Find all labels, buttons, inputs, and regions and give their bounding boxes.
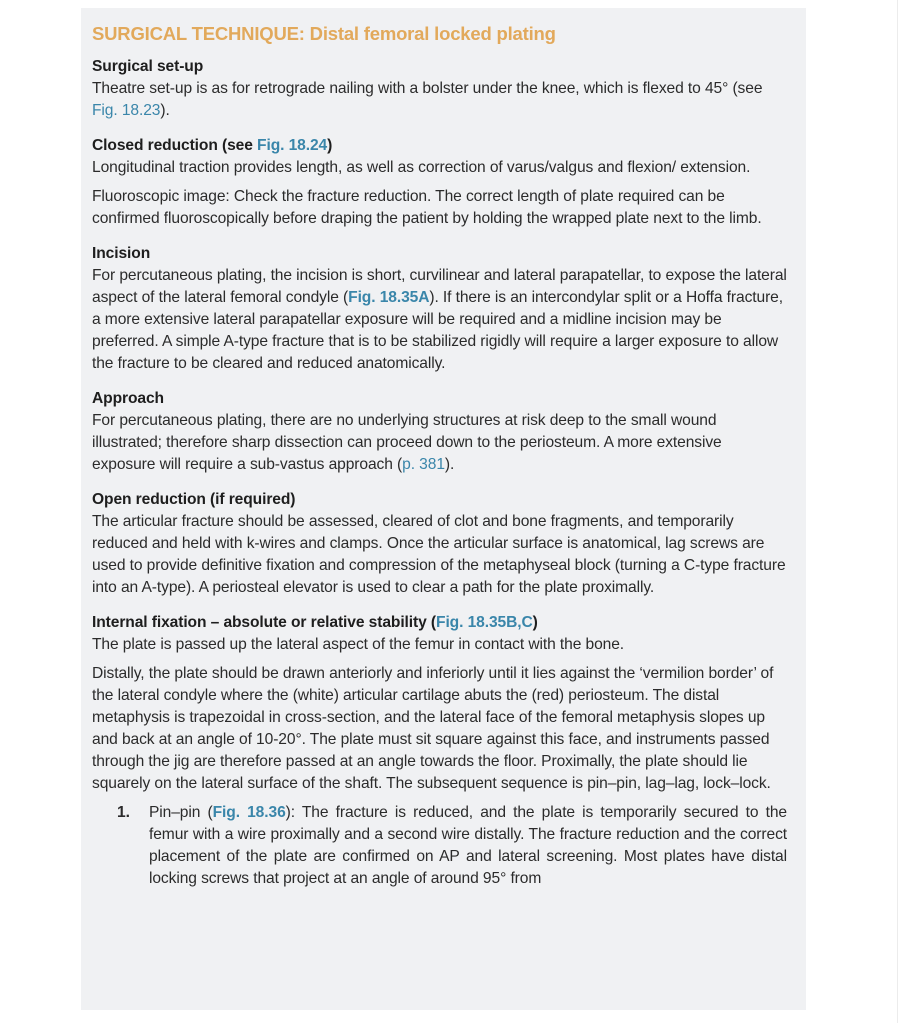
section bbox=[92, 612, 787, 890]
section-heading: Open reduction (if required) bbox=[92, 491, 296, 508]
paragraph bbox=[92, 410, 787, 476]
section-heading: Approach bbox=[92, 390, 164, 407]
text-run: For percutaneous plating, there are no underlying structures at risk deep to the small wound illustrated; therefore sharp dissection can proceed down to the periosteum. A more extensive exposure will require a sub-vastus approach ( bbox=[92, 412, 722, 473]
paragraph bbox=[92, 78, 787, 122]
list-item bbox=[92, 802, 787, 890]
page-edge bbox=[897, 0, 898, 1023]
text-run: ) bbox=[532, 614, 538, 631]
figure-link-fig-18-24[interactable]: Fig. 18.24 bbox=[257, 137, 328, 154]
numbered-list bbox=[92, 802, 787, 890]
section bbox=[92, 489, 787, 599]
paragraph bbox=[92, 157, 787, 179]
text-run: Fluoroscopic image: Check the fracture reduction. The correct length of plate required can be confirmed fluoroscopically before draping the patient by holding the wrapped plate next to the limb. bbox=[92, 188, 762, 227]
text-run: Pin–pin ( bbox=[149, 804, 213, 821]
section-heading bbox=[92, 612, 787, 634]
section-heading: Surgical set-up bbox=[92, 58, 204, 75]
figure-link-fig-18-35b-c[interactable]: Fig. 18.35B,C bbox=[436, 614, 533, 631]
text-run: ). If there is an intercondylar split or a Hoffa fracture, a more extensive lateral parapatellar exposure will be required and a midline incision may be preferred. A simple A-type fracture that is to be stabilized rigidly will require a larger exposure to allow the fracture to be cleared and reduced anatomically. bbox=[92, 289, 783, 372]
paragraph bbox=[92, 663, 787, 795]
sections-container bbox=[92, 56, 787, 890]
box-title: SURGICAL TECHNIQUE: Distal femoral locked plating bbox=[92, 23, 556, 44]
section bbox=[92, 243, 787, 375]
figure-link-fig-18-35a[interactable]: Fig. 18.35A bbox=[348, 289, 430, 306]
paragraph bbox=[92, 186, 787, 230]
figure-link-p-381[interactable]: p. 381 bbox=[402, 456, 445, 473]
text-run: ) bbox=[327, 137, 333, 154]
text-run: Closed reduction (see bbox=[92, 137, 258, 154]
surgical-technique-box bbox=[81, 8, 806, 1010]
figure-link-fig-18-23[interactable]: Fig. 18.23 bbox=[92, 102, 161, 119]
figure-link-fig-18-36[interactable]: Fig. 18.36 bbox=[212, 804, 286, 821]
text-run: Longitudinal traction provides length, as well as correction of varus/valgus and flexion/ extension. bbox=[92, 159, 751, 176]
list-number: 1. bbox=[117, 804, 130, 821]
text-run: For percutaneous plating, the incision is short, curvilinear and lateral parapatellar, to expose the lateral aspect of the lateral femoral condyle ( bbox=[92, 267, 787, 306]
paragraph bbox=[92, 511, 787, 599]
text-run: Distally, the plate should be drawn anteriorly and inferiorly until it lies against the ‘vermilion border’ of the lateral condyle where the (white) articular cartilage abuts the (red) periosteum. The distal metaphysis is trapezoidal in cross-section, and the lateral face of the femoral metaphysis slopes up and back at an angle of 10-20°. The plate must sit square against this face, and instruments passed through the jig are therefore passed at an angle towards the floor. Proximally, the plate should lie squarely on the lateral surface of the shaft. The subsequent sequence is pin–pin, lag–lag, lock–lock. bbox=[92, 665, 774, 792]
paragraph bbox=[92, 265, 787, 375]
text-run: ): The fracture is reduced, and the plate is temporarily secured to the femur with a wire proximally and a second wire distally. The fracture reduction and the correct placement of the plate are confirmed on AP and lateral screening. Most plates have distal locking screws that project at an angle of around 95° from bbox=[149, 804, 787, 887]
list-text bbox=[149, 802, 787, 890]
section bbox=[92, 388, 787, 476]
text-run: The articular fracture should be assessed, cleared of clot and bone fragments, and temporarily reduced and held with k-wires and clamps. Once the articular surface is anatomical, lag screws are used to provide definitive fixation and compression of the metaphyseal block (turning a C-type fracture into an A-type). A periosteal elevator is used to clear a path for the plate proximally. bbox=[92, 513, 786, 596]
section bbox=[92, 135, 787, 230]
section bbox=[92, 56, 787, 122]
section-heading: Incision bbox=[92, 245, 151, 262]
paragraph bbox=[92, 634, 787, 656]
section-heading bbox=[92, 135, 787, 157]
text-run: Internal fixation – absolute or relative stability ( bbox=[92, 614, 437, 631]
text-run: Theatre set-up is as for retrograde nailing with a bolster under the knee, which is flexed to 45° (see bbox=[92, 80, 763, 97]
text-run: The plate is passed up the lateral aspect of the femur in contact with the bone. bbox=[92, 636, 625, 653]
text-run: ). bbox=[160, 102, 170, 119]
text-run: ). bbox=[444, 456, 455, 473]
